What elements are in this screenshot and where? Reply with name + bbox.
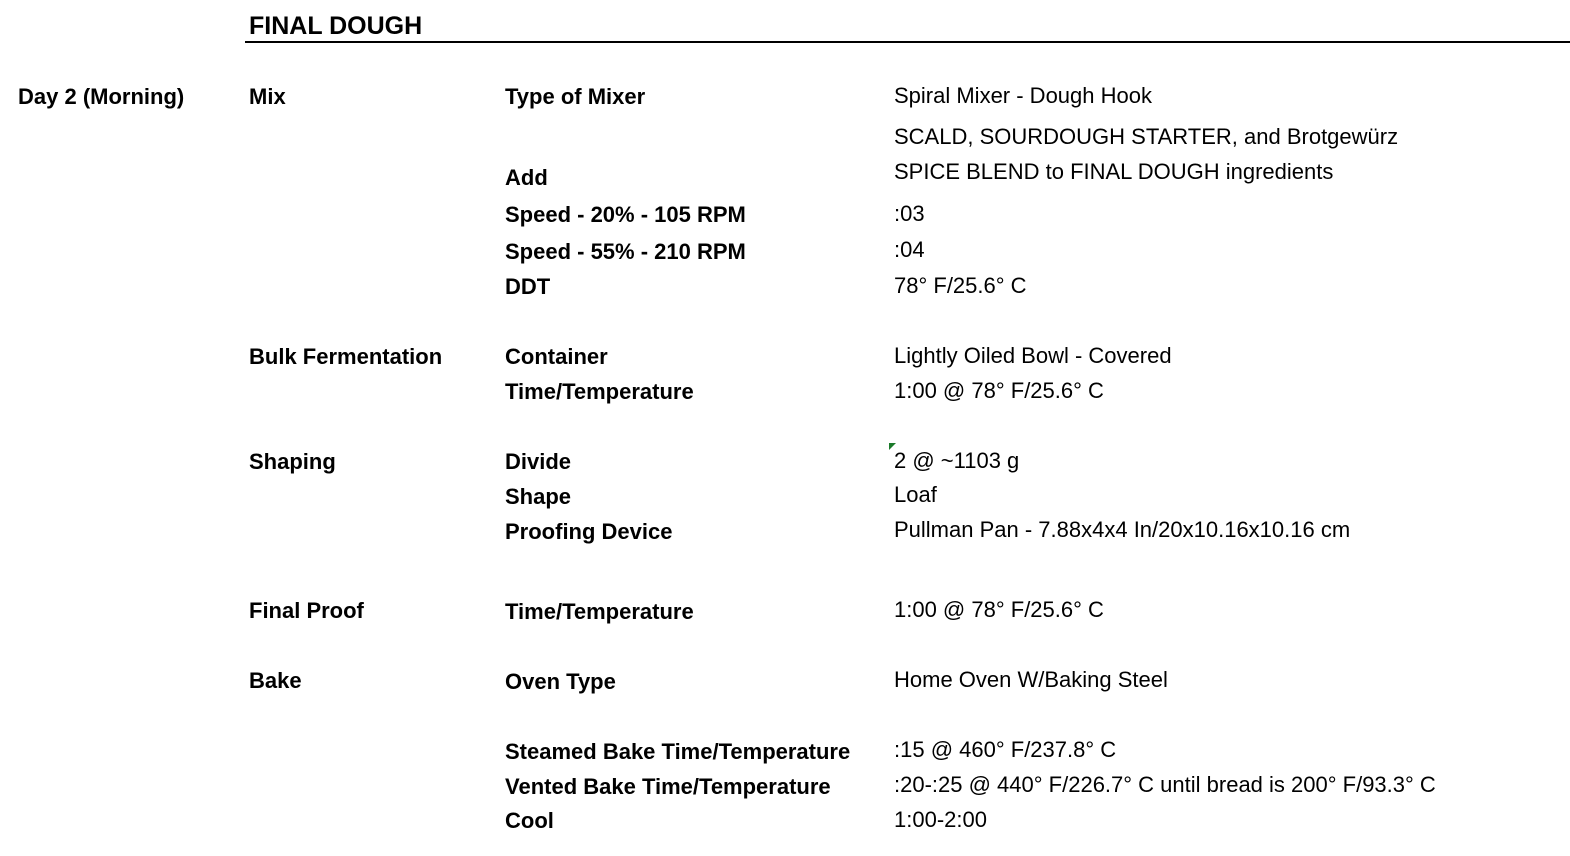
value-cool: 1:00-2:00 [894, 807, 987, 832]
stage-final-proof: Final Proof [249, 598, 364, 623]
param-steamed-bake: Steamed Bake Time/Temperature [505, 739, 851, 764]
param-final-proof-time-temp: Time/Temperature [505, 599, 694, 624]
value-add-line2: SPICE BLEND to FINAL DOUGH ingredients [894, 159, 1334, 184]
param-bulk-time-temp: Time/Temperature [505, 379, 694, 404]
stage-bake: Bake [249, 668, 302, 693]
section-title: FINAL DOUGH [249, 12, 423, 40]
value-oven-type: Home Oven W/Baking Steel [894, 667, 1168, 692]
param-container: Container [505, 344, 608, 369]
value-speed-20: :03 [894, 201, 925, 226]
title-underline [245, 41, 1570, 43]
param-cool: Cool [505, 808, 554, 833]
value-divide: 2 @ ~1103 g [894, 448, 1020, 473]
param-speed-55: Speed - 55% - 210 RPM [505, 239, 746, 264]
stage-bulk-fermentation: Bulk Fermentation [249, 344, 443, 369]
day-label: Day 2 (Morning) [18, 84, 185, 109]
stage-mix: Mix [249, 84, 286, 109]
value-steamed-bake: :15 @ 460° F/237.8° C [894, 737, 1117, 762]
param-divide: Divide [505, 449, 572, 474]
value-ddt: 78° F/25.6° C [894, 273, 1027, 298]
value-container: Lightly Oiled Bowl - Covered [894, 343, 1172, 368]
param-proofing-device: Proofing Device [505, 519, 673, 544]
stage-shaping: Shaping [249, 449, 336, 474]
param-speed-20: Speed - 20% - 105 RPM [505, 202, 746, 227]
value-speed-55: :04 [894, 237, 925, 262]
value-proofing-device: Pullman Pan - 7.88x4x4 In/20x10.16x10.16 cm [894, 517, 1351, 542]
param-ddt: DDT [505, 274, 551, 299]
value-bulk-time-temp: 1:00 @ 78° F/25.6° C [894, 378, 1104, 403]
value-add-line1: SCALD, SOURDOUGH STARTER, and Brotgewürz [894, 124, 1399, 149]
param-type-of-mixer: Type of Mixer [505, 84, 646, 109]
param-oven-type: Oven Type [505, 669, 616, 694]
value-shape: Loaf [894, 482, 937, 507]
value-type-of-mixer: Spiral Mixer - Dough Hook [894, 83, 1152, 108]
value-final-proof-time-temp: 1:00 @ 78° F/25.6° C [894, 597, 1104, 622]
param-shape: Shape [505, 484, 572, 509]
param-vented-bake: Vented Bake Time/Temperature [505, 774, 831, 799]
param-add: Add [505, 165, 548, 190]
value-vented-bake: :20-:25 @ 440° F/226.7° C until bread is 200° F/93.3° C [894, 772, 1436, 797]
